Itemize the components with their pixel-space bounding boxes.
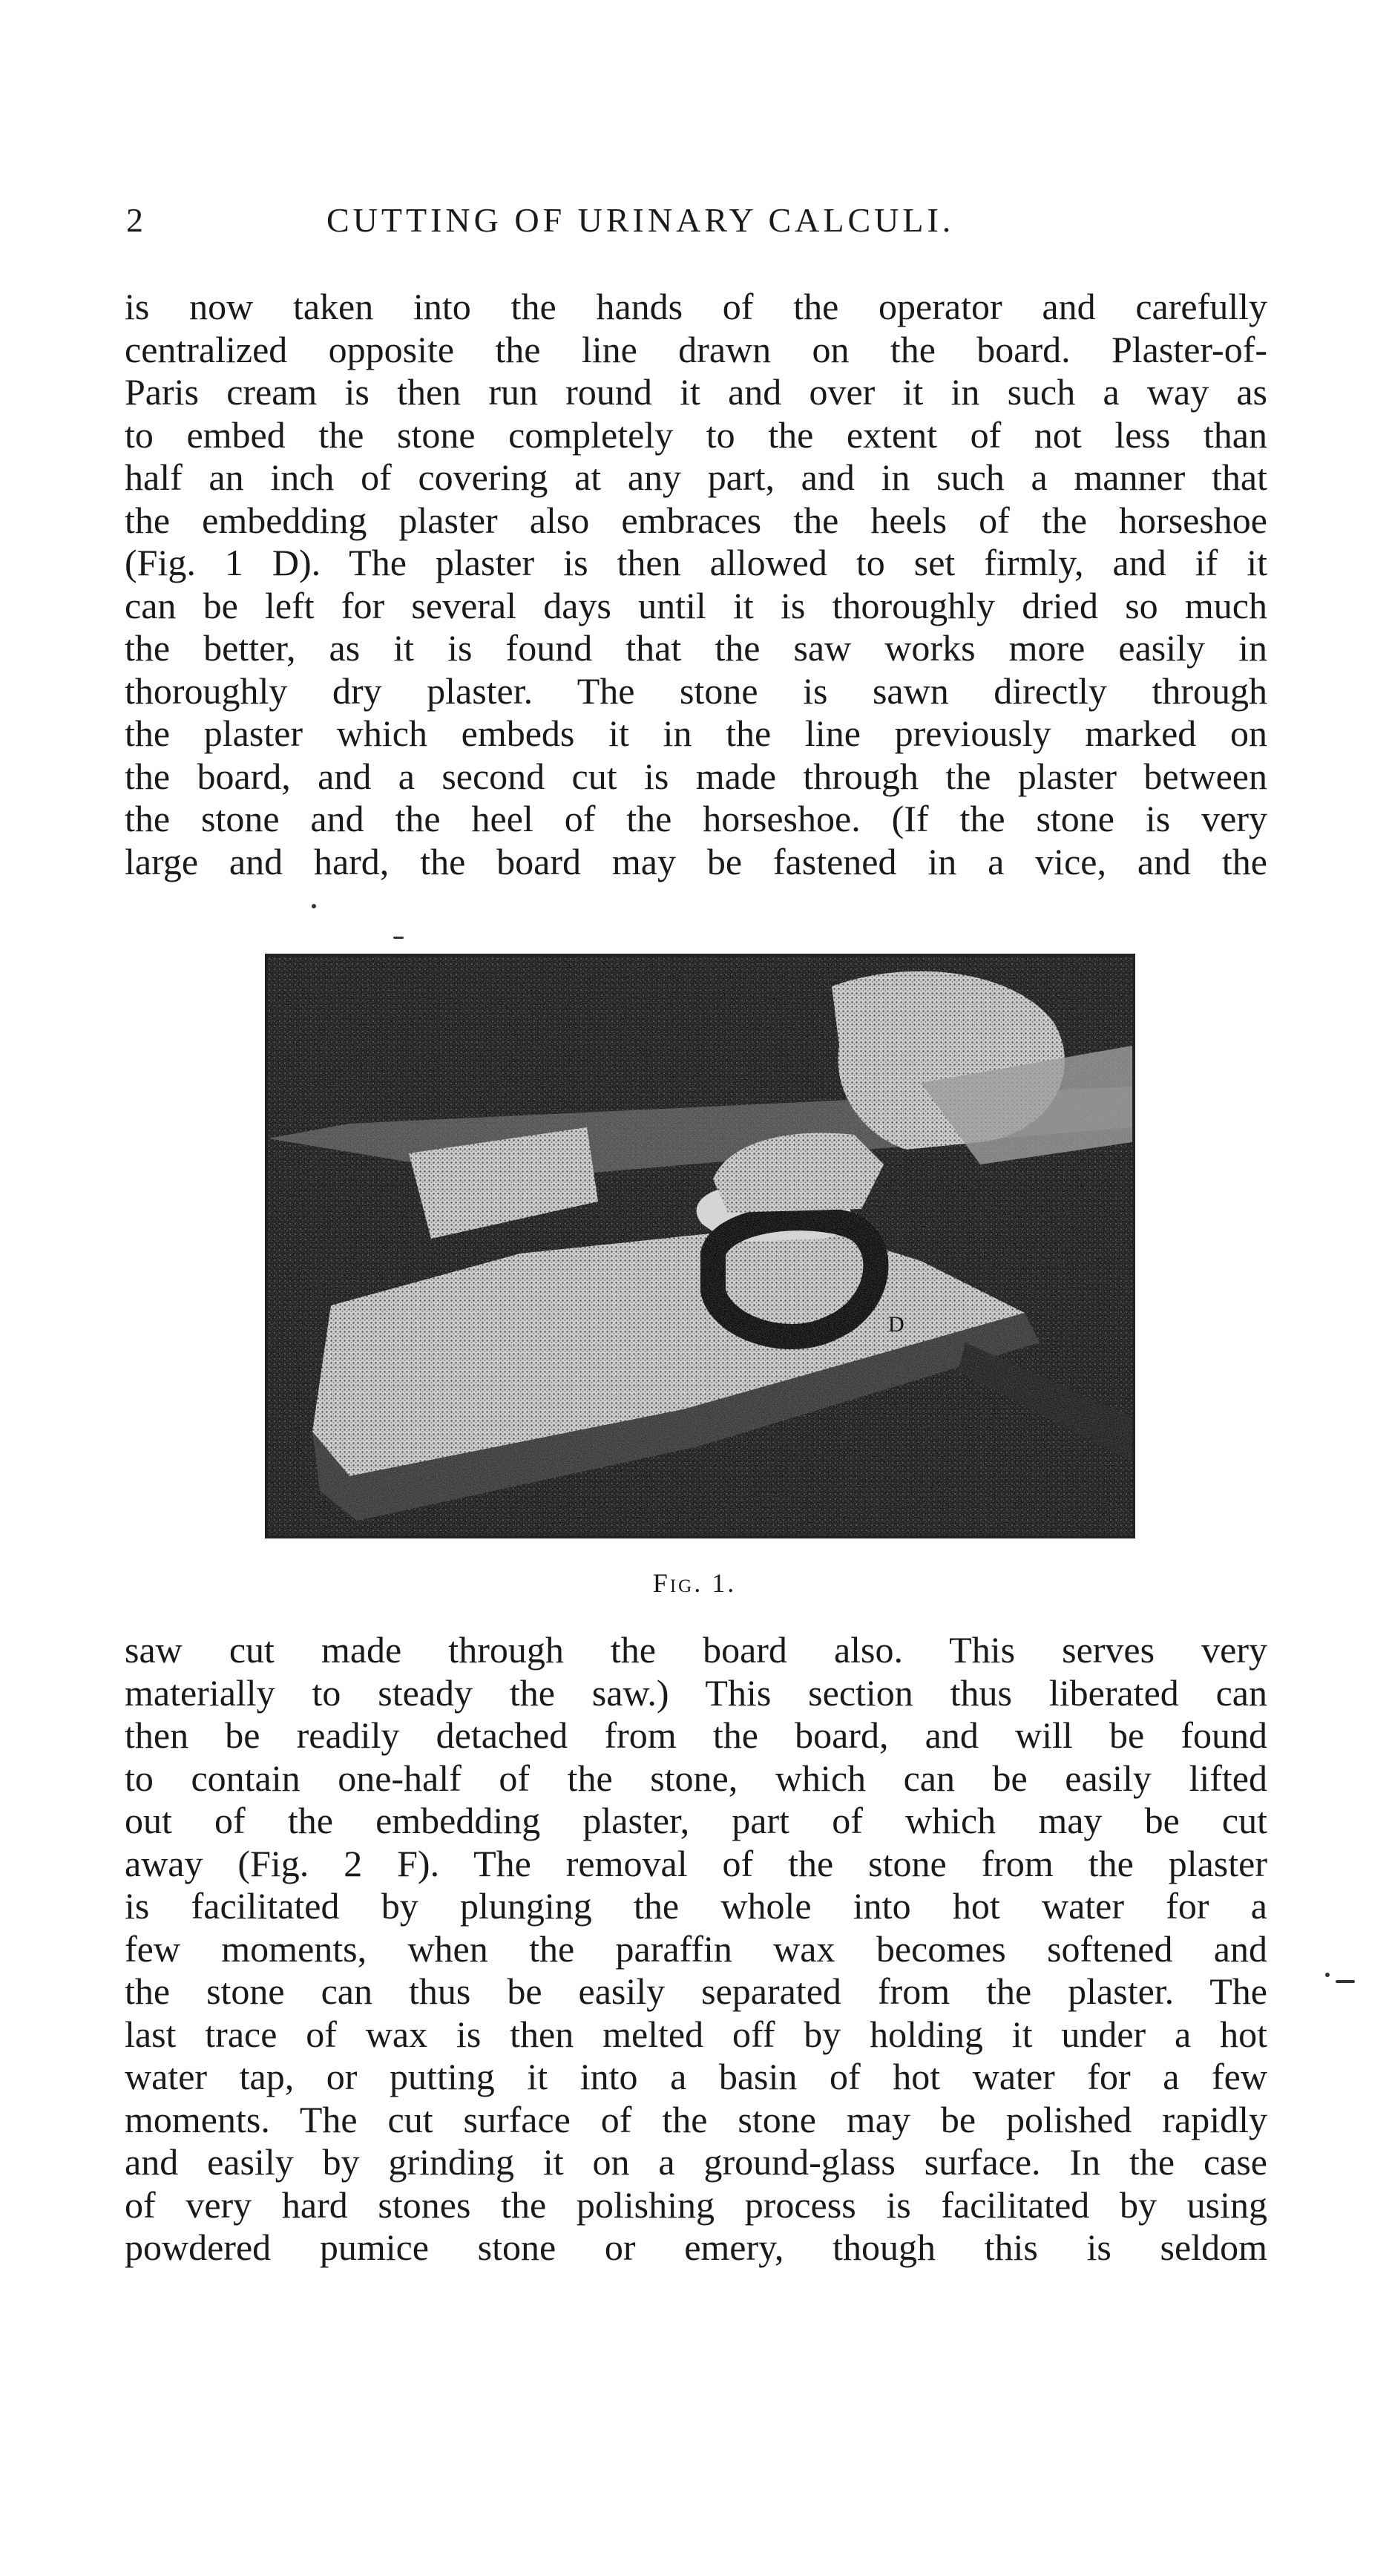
print-speck (393, 937, 404, 939)
text-line: the embedding plaster also embraces the heels of the horseshoe (125, 499, 1267, 541)
text-line: Paris cream is then run round it and over it in such a way as (125, 371, 1267, 413)
sawing-photo-illustration (268, 957, 1132, 1536)
text-line: saw cut made through the board also. This serves very (125, 1629, 1267, 1671)
text-line: can be left for several days until it is thoroughly dried so much (125, 584, 1267, 626)
text-line: to contain one-half of the stone, which can be easily lifted (125, 1757, 1267, 1799)
paragraph-bottom (125, 1629, 1267, 2269)
text-line: thoroughly dry plaster. The stone is sawn directly through (125, 669, 1267, 712)
text-line: centralized opposite the line drawn on the board. Plaster-of- (125, 328, 1267, 370)
figure-photograph (265, 954, 1135, 1538)
text-line: moments. The cut surface of the stone may be polished rapidly (125, 2098, 1267, 2140)
text-line: few moments, when the paraffin wax becomes softened and (125, 1927, 1267, 1970)
page-number: 2 (126, 201, 144, 239)
text-line: half an inch of covering at any part, and in such a manner that (125, 456, 1267, 498)
text-line: (Fig. 1 D). The plaster is then allowed to set firmly, and if it (125, 542, 1267, 583)
text-line: the stone and the heel of the horseshoe. (If the stone is very (125, 798, 1267, 839)
text-line: the plaster which embeds it in the line previously marked on (125, 712, 1267, 754)
text-line: water tap, or putting it into a basin of hot water for a few (125, 2056, 1267, 2097)
text-line: of very hard stones the polishing process is facilitated by using (125, 2183, 1267, 2226)
text-line: the better, as it is found that the saw works more easily in (125, 627, 1267, 669)
text-line: then be readily detached from the board, and will be found (125, 1714, 1267, 1756)
text-line: and easily by grinding it on a ground-glass surface. In the case (125, 2141, 1267, 2183)
print-speck (1336, 1980, 1355, 1983)
figure-caption: Fig. 1. (652, 1568, 737, 1598)
text-line: powdered pumice stone or emery, though this is seldom (125, 2226, 1267, 2268)
text-line: away (Fig. 2 F). The removal of the stone from the plaster (125, 1842, 1267, 1884)
running-title: CUTTING OF URINARY CALCULI. (326, 201, 955, 239)
paragraph-top (125, 286, 1267, 883)
text-line: the board, and a second cut is made through the plaster between (125, 755, 1267, 797)
text-line: large and hard, the board may be fastened in a vice, and the (125, 840, 1267, 882)
text-line: materially to steady the saw.) This section thus liberated can (125, 1671, 1267, 1714)
print-speck (1325, 1973, 1330, 1977)
page-header (126, 200, 1269, 252)
text-line: last trace of wax is then melted off by holding it under a hot (125, 2013, 1267, 2055)
text-line: the stone can thus be easily separated from the plaster. The (125, 1970, 1267, 2012)
print-speck (312, 904, 316, 908)
figure-label-d: D (888, 1312, 904, 1337)
text-line: is facilitated by plunging the whole into hot water for a (125, 1885, 1267, 1927)
text-line: out of the embedding plaster, part of which may be cut (125, 1800, 1267, 1841)
text-line: is now taken into the hands of the operator and carefully (125, 286, 1267, 327)
text-line: to embed the stone completely to the extent of not less than (125, 413, 1267, 456)
